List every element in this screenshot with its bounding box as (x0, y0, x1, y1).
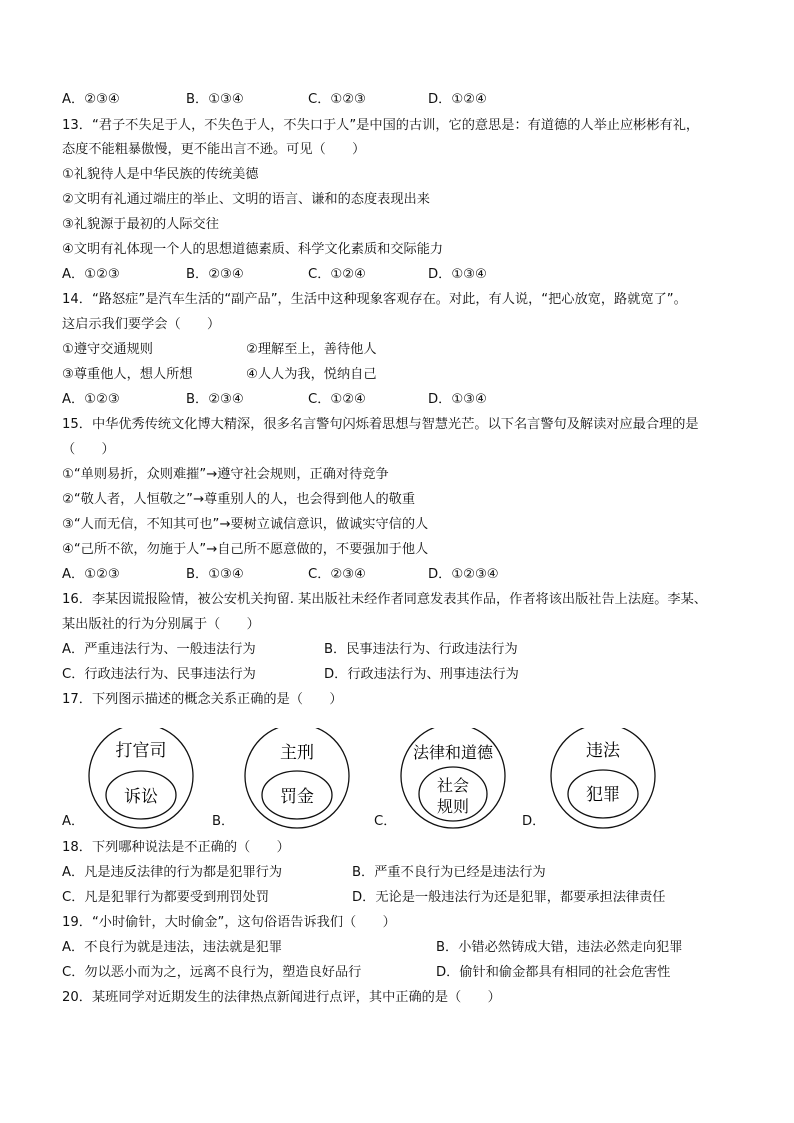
q13-option-d: D．①③④ (428, 267, 487, 282)
q16-stem-line1: 16．李某因谎报险情，被公安机关拘留. 某出版社未经作者同意发表其作品，作者将该出版社告上法庭。李某、 (62, 592, 707, 607)
q14-stem-line1: 14．“路怒症”是汽车生活的“副产品”，生活中这种现象客观存在。对此，有人说，“把心放宽，路就宽了”。 (62, 292, 687, 307)
q17-option-d-letter: D． (522, 814, 546, 829)
q12-option-c: C．①②③ (308, 92, 366, 107)
q16-stem-line2: 某出版社的行为分别属于（ ） (62, 617, 260, 632)
diagram-c-inner-label-1: 社会 (436, 776, 470, 795)
q16-options-row2 (62, 665, 742, 685)
q14-item-4: ④人人为我，悦纳自己 (246, 367, 377, 382)
diagram-a-inner-label: 诉讼 (124, 787, 158, 807)
q17-diagram-svg (62, 728, 742, 838)
q15-option-c: C．②③④ (308, 567, 366, 582)
q19-option-b: B．小错必然铸成大错，违法必然走向犯罪 (436, 940, 683, 955)
q16-options-row1 (62, 640, 742, 660)
diagram-a-outer-label: 打官司 (115, 741, 167, 761)
q16-option-d: D．行政违法行为、刑事违法行为 (324, 667, 519, 682)
q18-stem: 18．下列哪种说法是不正确的（ ） (62, 840, 290, 855)
diagram-d-outer-label: 违法 (586, 741, 620, 761)
q14-items-row2 (62, 365, 742, 385)
q13-item-2: ②文明有礼通过端庄的举止、文明的语言、谦和的态度表现出来 (62, 192, 430, 207)
q13-stem-line2: 态度不能粗暴傲慢，更不能出言不逊。可见（ ） (62, 142, 366, 157)
q15-item-4: ④“己所不欲，勿施于人”→自己所不愿意做的，不要强加于他人 (62, 542, 429, 557)
q13-option-c: C．①②④ (308, 267, 366, 282)
q19-option-c: C．勿以恶小而为之，远离不良行为，塑造良好品行 (62, 965, 362, 980)
q17-option-b-letter: B． (212, 814, 235, 829)
q14-option-c: C．①②④ (308, 392, 366, 407)
q14-option-a: A．①②③ (62, 392, 120, 407)
q17-option-c-letter: C． (374, 814, 397, 829)
diagram-c-inner-label-2: 规则 (436, 797, 470, 816)
q14-item-3: ③尊重他人，想人所想 (62, 367, 193, 382)
q14-option-b: B．②③④ (186, 392, 244, 407)
diagram-c (401, 728, 505, 828)
q17-diagrams (62, 728, 742, 838)
diagram-b (245, 728, 349, 828)
q15-option-b: B．①③④ (186, 567, 244, 582)
q15-stem-line1: 15．中华优秀传统文化博大精深，很多名言警句闪烁着思想与智慧光芒。以下名言警句及解读对应最合理的是 (62, 417, 699, 432)
diagram-d-inner-label: 犯罪 (586, 785, 620, 805)
q13-options (62, 265, 742, 285)
q15-option-d: D．①②③④ (428, 567, 499, 582)
q16-option-c: C．行政违法行为、民事违法行为 (62, 667, 256, 682)
diagram-d (551, 728, 655, 828)
diagram-c-outer-label: 法律和道德 (412, 743, 494, 762)
q18-option-b: B．严重不良行为已经是违法行为 (352, 865, 546, 880)
q19-option-d: D．偷针和偷金都具有相同的社会危害性 (436, 965, 671, 980)
q20-stem: 20．某班同学对近期发生的法律热点新闻进行点评，其中正确的是（ ） (62, 990, 501, 1005)
q15-item-1: ①“单则易折，众则难摧”→遵守社会规则，正确对待竞争 (62, 467, 389, 482)
q15-option-a: A．①②③ (62, 567, 120, 582)
q18-option-d: D．无论是一般违法行为还是犯罪，都要承担法律责任 (352, 890, 666, 905)
q19-options-row2 (62, 963, 742, 983)
q13-item-4: ④文明有礼体现一个人的思想道德素质、科学文化素质和交际能力 (62, 242, 444, 257)
q12-option-d: D．①②④ (428, 92, 487, 107)
q13-option-b: B．②③④ (186, 267, 244, 282)
q16-option-a: A．严重违法行为、一般违法行为 (62, 642, 256, 657)
q13-item-1: ①礼貌待人是中华民族的传统美德 (62, 167, 259, 182)
q15-stem-line2: （ ） (62, 442, 115, 457)
q17-option-a-letter: A． (62, 814, 85, 829)
q14-option-d: D．①③④ (428, 392, 487, 407)
q17-stem: 17．下列图示描述的概念关系正确的是（ ） (62, 692, 343, 707)
q18-option-a: A．凡是违反法律的行为都是犯罪行为 (62, 865, 283, 880)
q19-options-row1 (62, 938, 742, 958)
q16-option-b: B．民事违法行为、行政违法行为 (324, 642, 518, 657)
q19-option-a: A．不良行为就是违法，违法就是犯罪 (62, 940, 283, 955)
q18-options-row2 (62, 888, 742, 908)
diagram-a (89, 728, 193, 828)
q13-option-a: A．①②③ (62, 267, 120, 282)
q14-items-row1 (62, 340, 742, 360)
diagram-b-inner-label: 罚金 (280, 787, 314, 807)
q14-item-1: ①遵守交通规则 (62, 342, 153, 357)
q12-option-a: A．②③④ (62, 92, 120, 107)
q13-item-3: ③礼貌源于最初的人际交往 (62, 217, 219, 232)
q12-options (62, 90, 742, 110)
q15-item-3: ③“人而无信，不知其可也”→要树立诚信意识，做诚实守信的人 (62, 517, 429, 532)
q14-stem-line2: 这启示我们要学会（ ） (62, 317, 221, 332)
q14-item-2: ②理解至上，善待他人 (246, 342, 377, 357)
q19-stem: 19．“小时偷针，大时偷金”，这句俗语告诉我们（ ） (62, 915, 396, 930)
q15-item-2: ②“敬人者，人恒敬之”→尊重别人的人，也会得到他人的敬重 (62, 492, 416, 507)
q18-options-row1 (62, 863, 742, 883)
diagram-b-outer-label: 主刑 (280, 743, 314, 763)
q12-option-b: B．①③④ (186, 92, 244, 107)
q14-options (62, 390, 742, 410)
q15-options (62, 565, 742, 585)
q18-option-c: C．凡是犯罪行为都要受到刑罚处罚 (62, 890, 270, 905)
q13-stem-line1: 13．“君子不失足于人，不失色于人，不失口于人”是中国的古训，它的意思是：有道德的人举止应彬彬有礼， (62, 118, 700, 133)
